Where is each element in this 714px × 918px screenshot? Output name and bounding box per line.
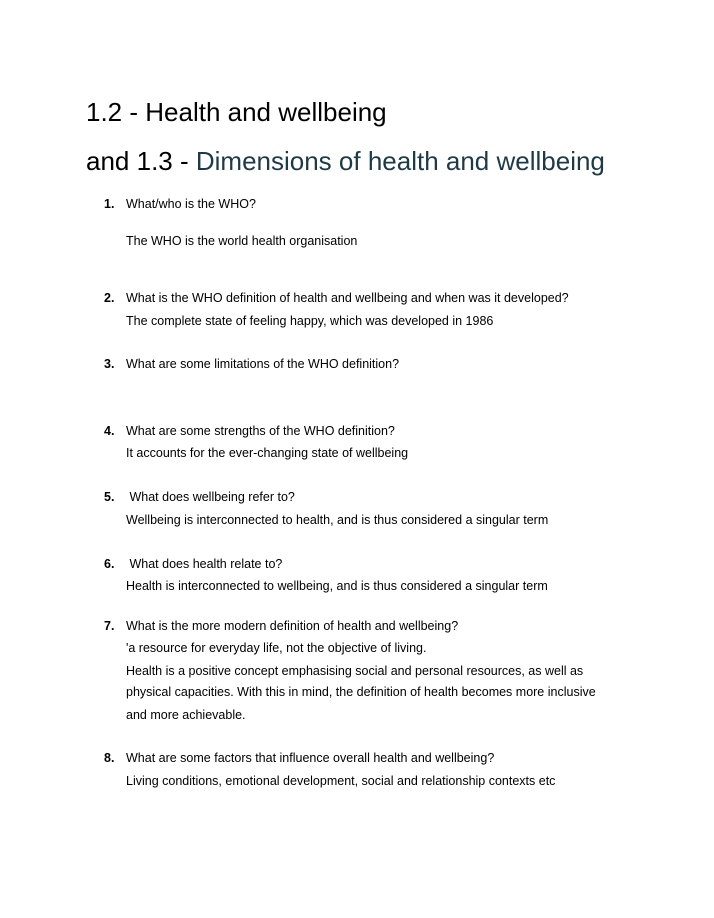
- question-number: 1.: [104, 197, 115, 211]
- question-number: 7.: [104, 619, 115, 633]
- answer-text: Health is interconnected to wellbeing, and is thus considered a singular term: [126, 579, 548, 593]
- question-number: 6.: [104, 557, 115, 571]
- question-number: 8.: [104, 751, 115, 765]
- question-number: 4.: [104, 424, 115, 438]
- answer-text: Living conditions, emotional development, social and relationship contexts etc: [126, 774, 556, 788]
- answer-text: Wellbeing is interconnected to health, and is thus considered a singular term: [126, 513, 549, 527]
- question-text: What are some limitations of the WHO definition?: [126, 357, 400, 371]
- answer-text: It accounts for the ever-changing state of wellbeing: [126, 446, 409, 460]
- question-text: What does health relate to?: [126, 557, 283, 571]
- question-text: What/who is the WHO?: [126, 197, 256, 211]
- page-subtitle: [86, 144, 605, 178]
- subtitle-prefix: and 1.3 -: [86, 146, 196, 176]
- question-number: 3.: [104, 357, 115, 371]
- question-text: What are some factors that influence overall health and wellbeing?: [126, 751, 495, 765]
- question-text: What are some strengths of the WHO definition?: [126, 424, 395, 438]
- answer-text: The complete state of feeling happy, which was developed in 1986: [126, 314, 494, 328]
- question-text: What does wellbeing refer to?: [126, 490, 295, 504]
- answer-text: and more achievable.: [126, 708, 246, 722]
- page-title: [86, 95, 387, 129]
- answer-text: 'a resource for everyday life, not the objective of living.: [126, 641, 427, 655]
- answer-text: physical capacities. With this in mind, the definition of health becomes more inclusive: [126, 685, 596, 699]
- question-number: 5.: [104, 490, 115, 504]
- question-text: What is the more modern definition of health and wellbeing?: [126, 619, 459, 633]
- question-number: 2.: [104, 291, 115, 305]
- answer-text: The WHO is the world health organisation: [126, 234, 358, 248]
- question-text: What is the WHO definition of health and wellbeing and when was it developed?: [126, 291, 569, 305]
- answer-text: Health is a positive concept emphasising social and personal resources, as well as: [126, 664, 584, 678]
- subtitle-accent: Dimensions of health and wellbeing: [195, 146, 605, 176]
- title-line-1: 1.2 - Health and wellbeing: [86, 97, 387, 127]
